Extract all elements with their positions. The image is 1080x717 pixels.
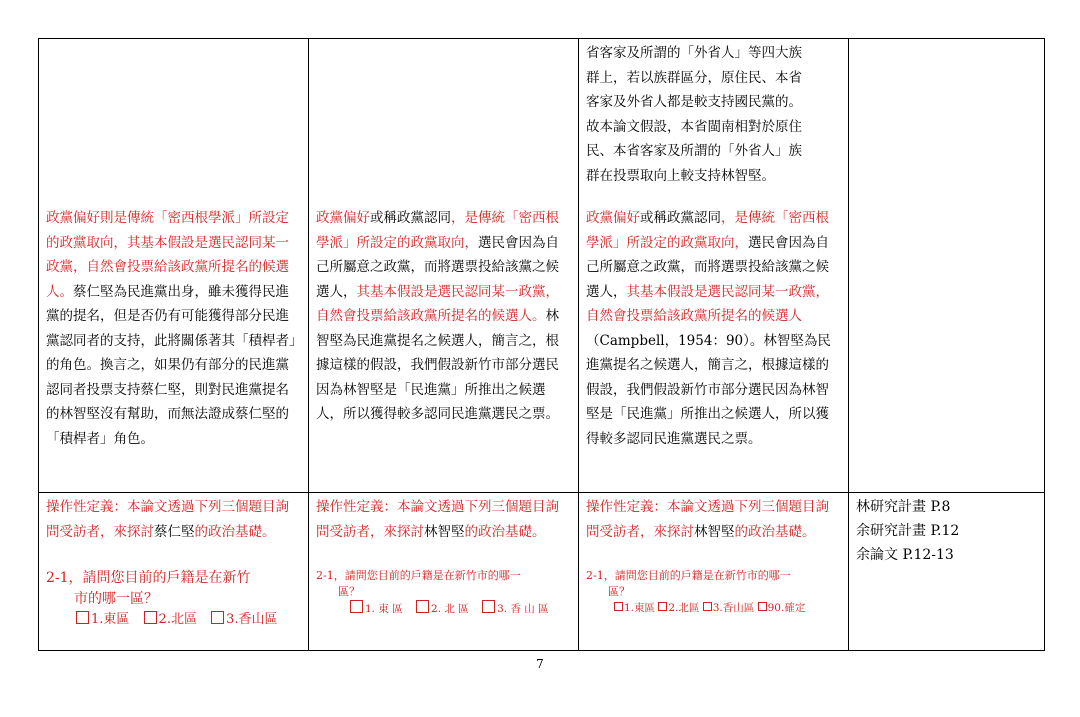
- red-text: 操作性定義：本論文透過下列三個題目詢問受訪者，來探討: [316, 499, 559, 540]
- option-label: 2.北區: [668, 602, 700, 614]
- cell-r2-c3: [579, 493, 849, 651]
- question-text: 區？: [608, 585, 630, 598]
- cell-r1-c3: [579, 39, 849, 493]
- comparison-table: [38, 38, 1045, 651]
- checkbox[interactable]: [350, 600, 363, 613]
- reference-item: 林研究計畫 P.8: [856, 499, 951, 515]
- reference-item: 余論文 P.12-13: [856, 547, 954, 563]
- cell-r2-c2: [309, 493, 579, 651]
- option-label: 3. 香 山 區: [497, 603, 549, 615]
- black-text: 蔡仁堅為民進黨出身，雖未獲得民進黨的提名，但是否仍有可能獲得部分民進黨認同者的支持，此將關係著其「積桿者」的角色。換言之，如果仍有部分的民進黨認同者投票支持蔡仁堅，則對民進黨提名的林智堅沒有幫助，而無法證成蔡仁堅的「積桿者」角色。: [46, 283, 296, 447]
- checkbox[interactable]: [658, 602, 667, 611]
- cell-r2-c4: [849, 493, 1045, 651]
- red-text: 的政治基礎。: [734, 523, 816, 540]
- party-preference-text: [46, 206, 302, 451]
- table-row: [39, 493, 1045, 651]
- answer-options: [586, 600, 842, 616]
- page-number: 7: [536, 657, 544, 671]
- operational-definition: [316, 495, 572, 544]
- checkbox[interactable]: [482, 600, 495, 613]
- option-label: 1.東區: [91, 612, 130, 627]
- red-text: 操作性定義：本論文透過下列三個題目詢問受訪者，來探討: [586, 499, 829, 540]
- operational-definition: [46, 495, 302, 544]
- checkbox[interactable]: [76, 611, 89, 624]
- ethnic-group-text: [586, 41, 842, 188]
- cell-r1-c2: [309, 39, 579, 493]
- cell-r2-c1: [39, 493, 309, 651]
- option-label: 2. 北 區: [431, 603, 469, 615]
- cell-r1-c4: [849, 39, 1045, 493]
- text-line: 民、本省客家及所謂的「外省人」族: [586, 143, 802, 159]
- checkbox[interactable]: [758, 602, 767, 611]
- option-label: 3.香山區: [712, 602, 755, 614]
- black-text: 選民會因為自己所屬意之政黨，而將選票投給該黨之候選人，: [586, 234, 829, 300]
- checkbox[interactable]: [144, 611, 157, 624]
- checkbox[interactable]: [416, 600, 429, 613]
- red-text: ，是傳統「密西根學派」所設定的政黨取向，: [316, 210, 559, 251]
- question-number: 2-1，: [586, 569, 615, 582]
- red-text: 政黨偏好: [316, 210, 370, 226]
- red-text: 操作性定義：本論文透過下列三個題目詢問受訪者，來探討: [46, 499, 289, 540]
- question-2-1: [586, 568, 842, 600]
- red-text: ，是傳統「密西根學派」所設定的政黨取向，: [586, 210, 829, 251]
- text-line: 故本論文假設，本省閩南相對於原住: [586, 118, 802, 135]
- option-label: 3.香山區: [226, 612, 278, 627]
- option-label: 2.北區: [158, 612, 197, 627]
- black-text: 林智堅為民進黨提名之候選人，簡言之，根據這樣的假設，我們假設新竹市部分選民因為林智堅是「民進黨」所推出之候選人，所以獲得較多認同民進黨選民之票。: [316, 308, 559, 422]
- black-text: 選民會因為自己所屬意之政黨，而將選票投給該黨之候選人，: [316, 234, 559, 300]
- question-text: 區？: [338, 585, 360, 598]
- text-line: 客家及外省人都是較支持國民黨的。: [586, 94, 802, 110]
- table-row: [39, 39, 1045, 493]
- checkbox[interactable]: [614, 602, 623, 611]
- option-label: 90.確定: [767, 602, 806, 614]
- candidate-name: 林智堅: [694, 523, 735, 540]
- question-text: 請問您目前的戶籍是在新竹市的哪一: [344, 569, 521, 582]
- red-text: 的政治基礎。: [464, 523, 546, 540]
- red-text: 的政治基礎。: [194, 523, 276, 540]
- text-line: 省客家及所謂的「外省人」等四大族: [586, 45, 802, 61]
- option-label: 1.東區: [624, 602, 656, 614]
- question-number: 2-1，: [46, 570, 83, 586]
- question-text: 市的哪一區？: [74, 591, 158, 607]
- answer-options: [46, 610, 302, 630]
- party-preference-text: [316, 206, 572, 427]
- text-line: 群上，若以族群區分，原住民、本省: [586, 69, 802, 86]
- black-text: 或稱政黨認同: [640, 210, 721, 226]
- red-text: 其基本假設是選民認同某一政黨，自然會投票給該政黨所提名的候選人。: [316, 283, 559, 324]
- question-number: 2-1，: [316, 569, 345, 582]
- checkbox[interactable]: [703, 602, 712, 611]
- candidate-name: 蔡仁堅: [154, 523, 195, 540]
- answer-options: [316, 600, 572, 617]
- question-text: 請問您目前的戶籍是在新竹: [82, 570, 251, 586]
- checkbox[interactable]: [211, 611, 224, 624]
- operational-definition: [586, 495, 842, 544]
- question-text: 請問您目前的戶籍是在新竹市的哪一: [614, 569, 791, 582]
- red-text: 政黨偏好則是傳統「密西根學派」所設定的政黨取向，其基本假設是選民認同某一政黨，自然會投票給該政黨所提名的候選人。: [46, 210, 289, 300]
- cell-r1-c1: [39, 39, 309, 493]
- option-label: 1. 東 區: [365, 603, 403, 615]
- party-preference-text: [586, 206, 842, 451]
- reference-item: 余研究計畫 P.12: [856, 523, 960, 539]
- text-line: 群在投票取向上較支持林智堅。: [586, 167, 775, 184]
- red-text: 其基本假設是選民認同某一政黨，自然會投票給該政黨所提名的候選人: [586, 283, 829, 324]
- red-text: 政黨偏好: [586, 210, 640, 226]
- black-text: （Campbell，1954：90）。林智堅為民進黨提名之候選人，簡言之，根據這樣的假設，我們假設新竹市部分選民因為林智堅是「民進黨」所推出之候選人，所以獲得較多認同民進黨選民之票。: [586, 332, 831, 447]
- black-text: 或稱政黨認同: [370, 210, 451, 226]
- question-2-1: [316, 568, 572, 600]
- question-2-1: [46, 568, 302, 610]
- candidate-name: 林智堅: [424, 523, 465, 540]
